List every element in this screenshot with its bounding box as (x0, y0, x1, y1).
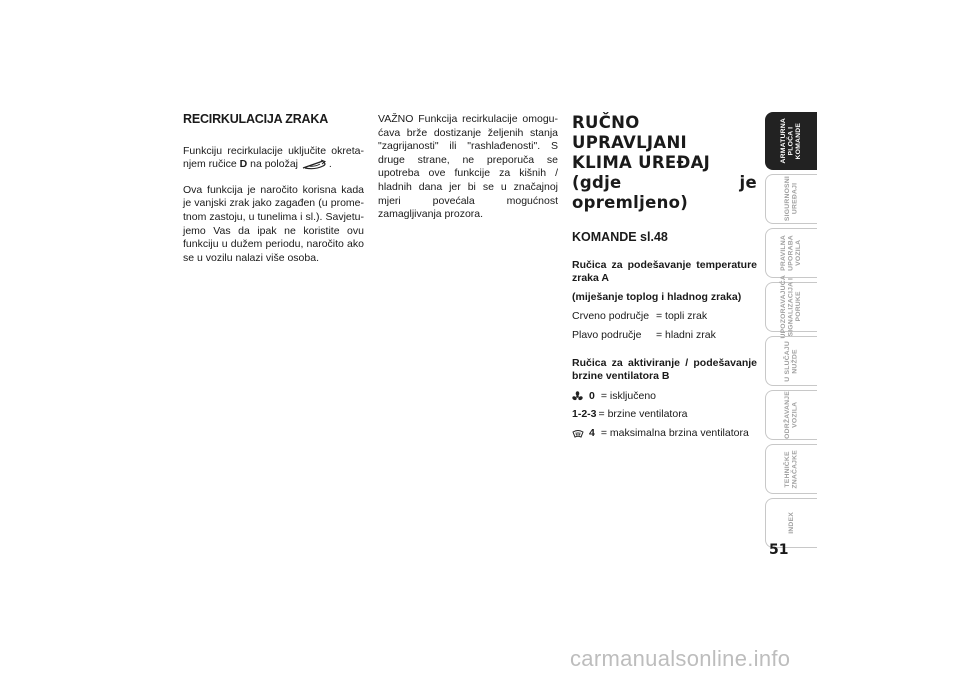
knob-a-subheading: (miješanje toplog i hladnog zraka) (572, 290, 742, 303)
tab-label: INDEX (787, 512, 795, 534)
controls-subheading: KOMANDE sl.48 (572, 230, 668, 244)
p1-end: . (328, 158, 332, 171)
fan-off-label: 0 (589, 389, 595, 402)
chapter-tabs (765, 112, 817, 552)
tab-index[interactable] (765, 498, 817, 548)
red-zone-row (572, 310, 757, 324)
tab-label: UPOZORAVAJUĆA SIGNALIZACIJA I PORUKE (780, 275, 803, 339)
tab-technical-specs[interactable] (765, 444, 817, 494)
watermark: carmanualsonline.info (570, 646, 791, 671)
page-number: 51 (769, 542, 789, 558)
blue-zone-label: Plavo područje (572, 328, 642, 341)
right-column (572, 113, 757, 446)
red-zone-label: Crveno područje (572, 310, 650, 323)
knob-b-heading: Ručica za aktiviranje / podešavanje brzine ventilatora B (572, 356, 757, 383)
tab-label: U SLUČAJU NUŽDE (784, 340, 799, 382)
section-title-recirculation: RECIRKULACIJA ZRAKA (183, 112, 329, 126)
recirculation-icon (301, 158, 329, 170)
tab-label: TEHNIČKE ZNAČAJKE (784, 449, 799, 489)
left-column (183, 113, 364, 277)
tab-label: SIGURNOSNI UREĐAJI (784, 176, 799, 222)
blue-zone-row (572, 329, 757, 343)
p1-text-post: na položaj (247, 158, 298, 171)
p1-text: Funkciju recirkulacije uključite okreta-njem ručice (183, 144, 364, 171)
fan-max-row (572, 427, 757, 441)
tab-emergency[interactable] (765, 336, 817, 386)
fan-off-icon (572, 391, 583, 402)
fan-off-value: = isključeno (600, 389, 656, 402)
blue-zone-value: = hladni zrak (656, 328, 716, 341)
recirculation-paragraph-2: Ova funkcija je naročito korisna kada je vanjski zrak jako zagađen (u prome-tnom zastoju, u tunelima i sl.). Savjetu-jemo Vas da ipak ne koristite ovu funkciju u dužem periodu, naročito ako se u vozilu nalazi više osoba. (183, 183, 364, 264)
tab-correct-use[interactable] (765, 228, 817, 278)
tab-dashboard-controls[interactable] (765, 112, 817, 170)
fan-speeds-value: = brzine ventilatora (598, 408, 688, 421)
knob-a-heading: Ručica za podešavanje temperature zraka A (572, 258, 757, 285)
fan-max-label: 4 (589, 426, 595, 439)
tab-label: PRAVILNA UPORABA VOZILA (780, 235, 803, 271)
title-line-3: (gdje je opremljeno) (572, 173, 757, 212)
important-note-paragraph: VAŽNO Funkcija recirkulacije omogu-ćava brže dostizanje željenih stanja "zagrijanosti" ili "rashlađenosti". S druge strane, ne preporuča se upotreba ove funkcije za kišnih / hladnih dana jer bi se u značajnoj mjeri povećala mogućnost zamagljivanja prozora. (378, 113, 558, 221)
knob-d-label: D (239, 158, 248, 171)
fan-off-row (572, 390, 757, 404)
fan-speeds-row (572, 408, 757, 422)
middle-column (378, 113, 558, 234)
tab-warning-lights[interactable] (765, 275, 817, 339)
fan-max-value: = maksimalna brzina ventilatora (600, 426, 749, 439)
tab-safety-devices[interactable] (765, 174, 817, 224)
title-line-2: KLIMA UREĐAJ (572, 153, 711, 172)
tab-label: ARMATURNA PLOČA I KOMANDE (780, 118, 803, 164)
section-title-climate (572, 113, 757, 213)
title-line-1: RUČNO UPRAVLJANI (572, 113, 687, 152)
red-zone-value: = topli zrak (656, 310, 708, 323)
fan-speeds-label: 1-2-3 (572, 408, 597, 421)
tab-maintenance[interactable] (765, 390, 817, 440)
tab-label: ODRŽAVANJE VOZILA (784, 391, 799, 439)
fan-max-defrost-icon (572, 429, 584, 439)
recirculation-paragraph-1 (183, 145, 364, 172)
